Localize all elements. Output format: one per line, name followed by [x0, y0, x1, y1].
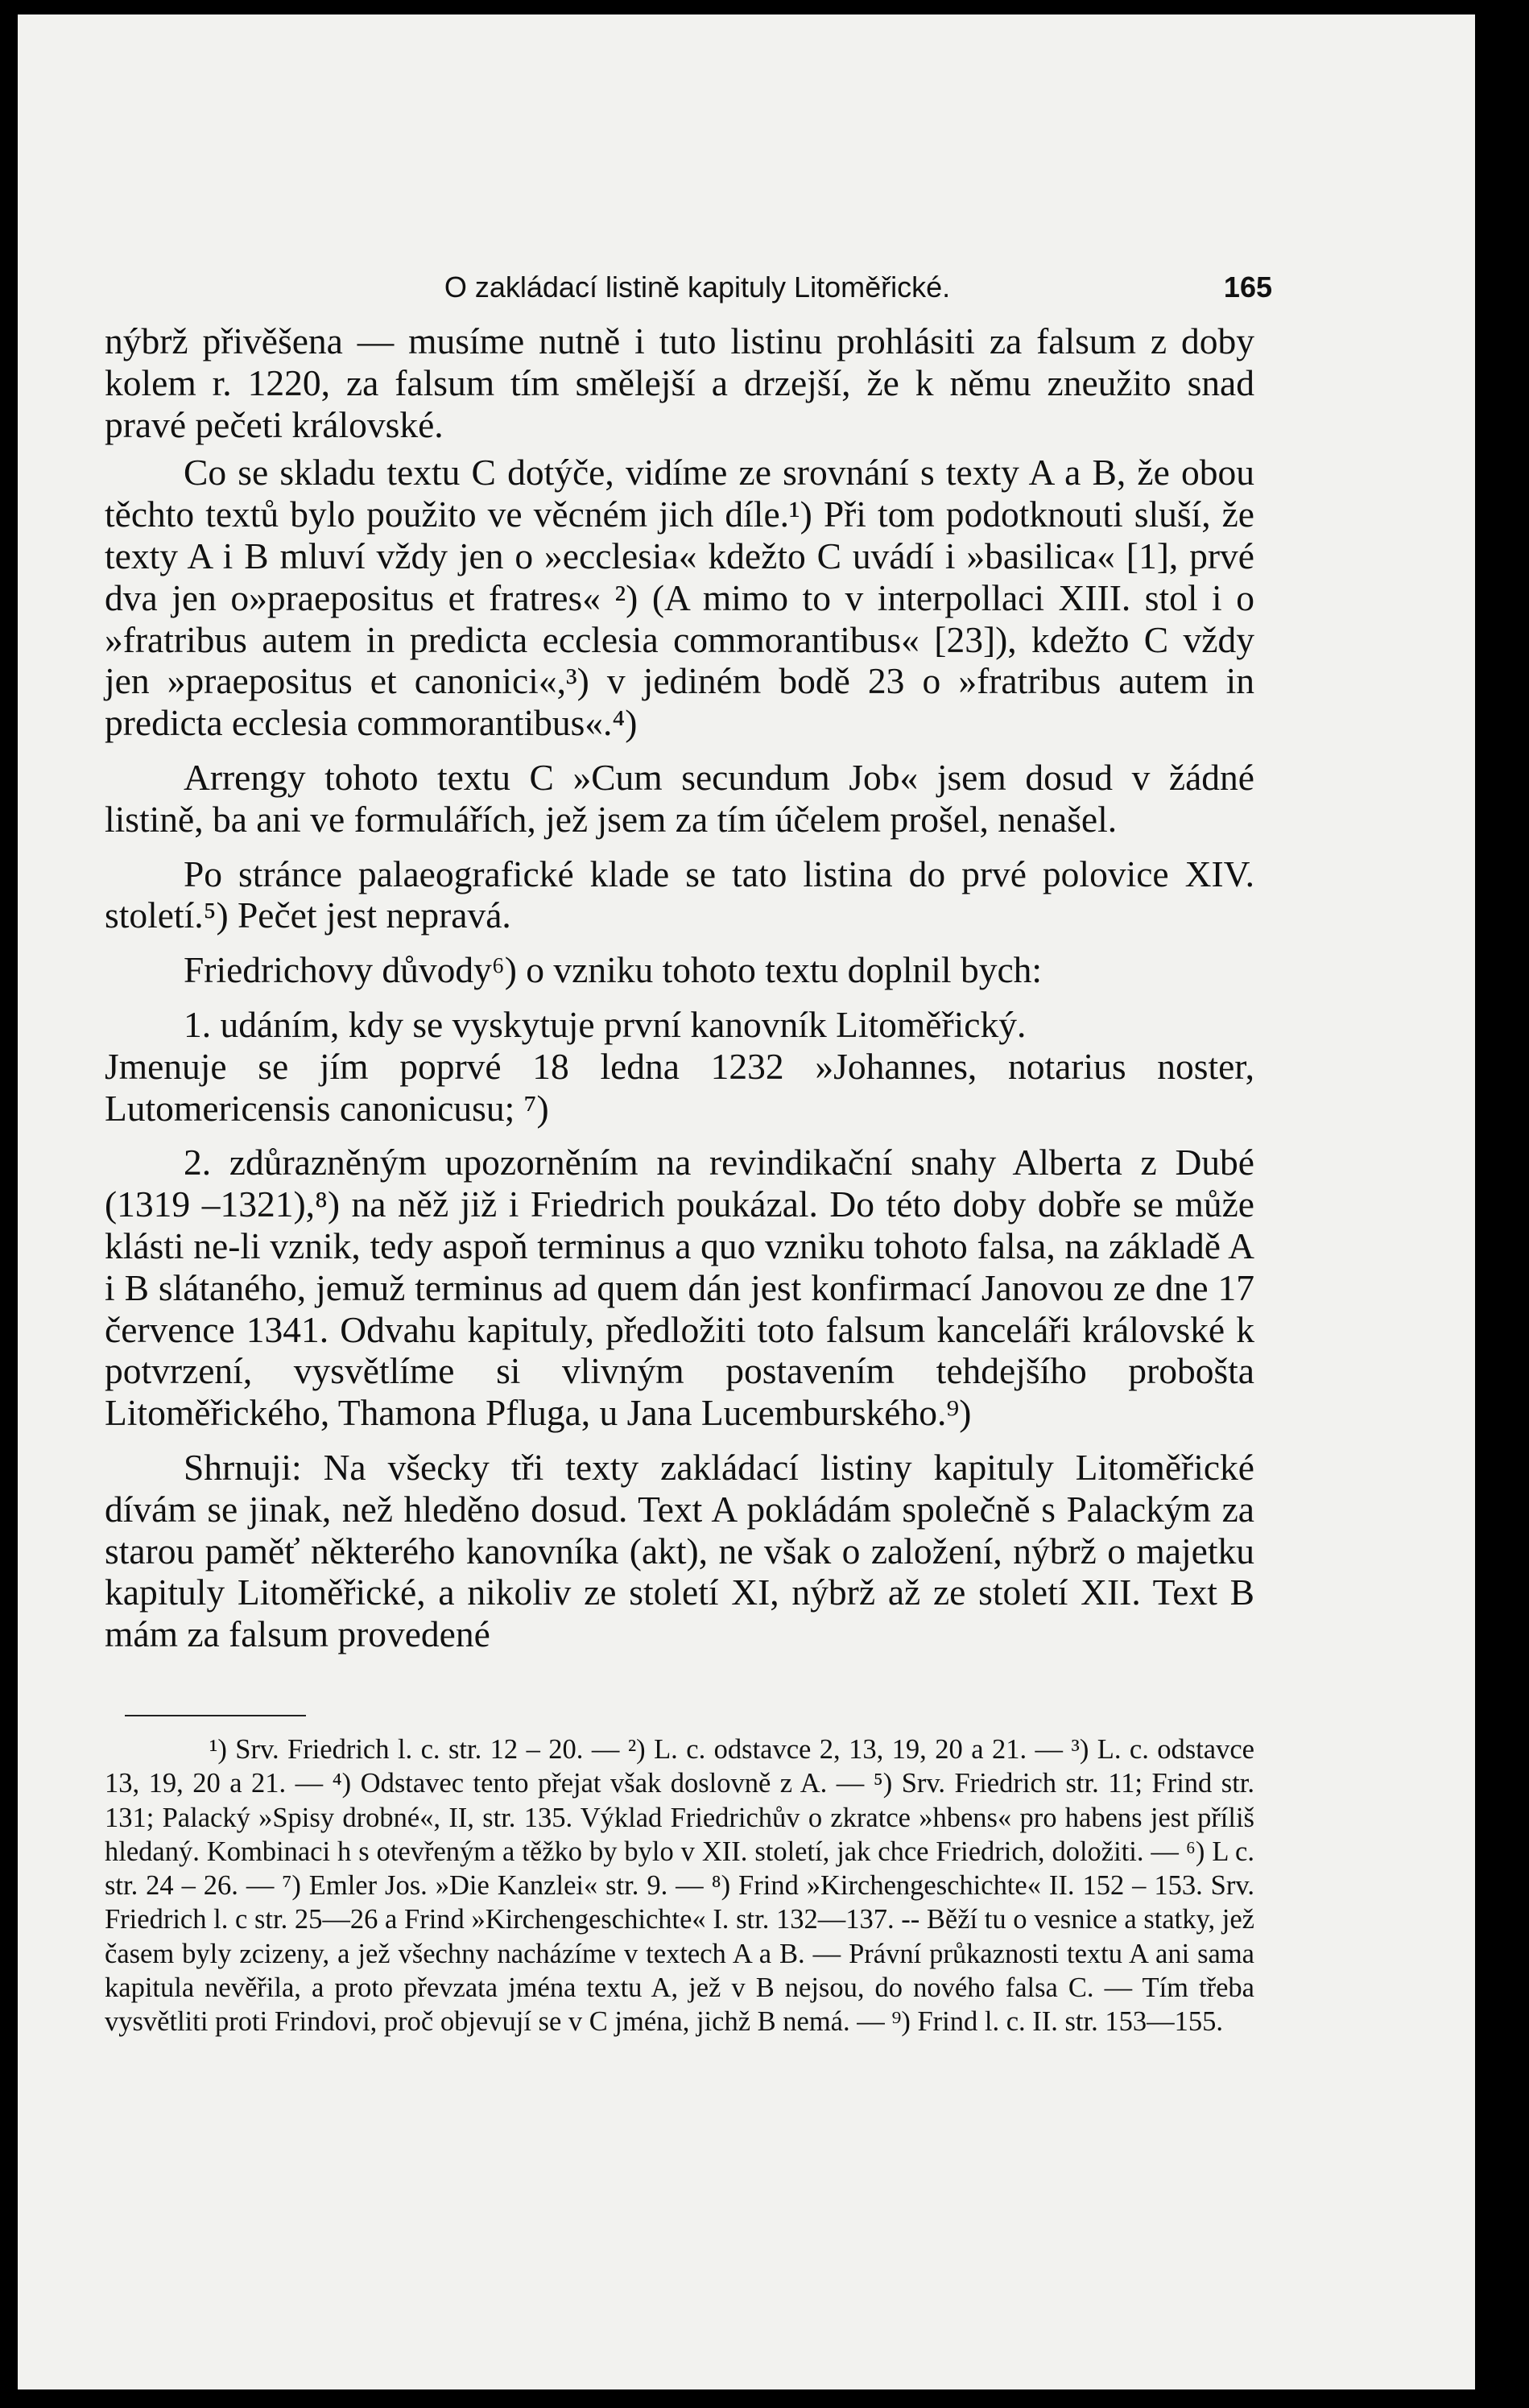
page-number: 165: [1223, 271, 1272, 304]
paragraph-friedrich-reasons: Friedrichovy důvody⁶) o vzniku tohoto textu doplnil bych:: [184, 949, 1043, 991]
paragraph-continuation: nýbrž přivěšena — musíme nutně i tuto listinu prohlásiti za falsum z doby kolem r. 1220, za falsum tím smělejší a drzejší, že k němu zneužito snad pravé pečeti královské.: [105, 320, 1254, 445]
main-text: [105, 320, 1254, 1668]
paragraph-palaeography: Po stránce palaeografické klade se tato listina do prvé polovice XIV. století.⁵) Pečet jest nepravá.: [105, 853, 1254, 936]
running-title: O zakládací listině kapituly Litoměřické.: [444, 271, 951, 304]
paragraph-point-one: 1. udáním, kdy se vyskytuje první kanovník Litoměřický.: [184, 1003, 1027, 1045]
running-header: [122, 271, 1272, 311]
footnote-divider: [125, 1715, 306, 1716]
paragraph-point-one-detail: Jmenuje se jím poprvé 18 ledna 1232 »Johannes, notarius noster, Lutomericensis canonicusu; ⁷): [105, 1045, 1254, 1129]
paragraph-text-c-composition: Co se skladu textu C dotýče, vidíme ze srovnání s texty A a B, že obou těchto textů bylo použito ve věcném jich díle.¹) Při tom podotknouti sluší, že texty A i B mluví vždy jen o »ecclesia« kdežto C uvádí i »basilica« [1], prvé dva jen o»praepositus et fratres« ²) (A mimo to v interpollaci XIII. stol i o »fratribus autem in predicta ecclesia commorantibus« [23]), kdežto C vždy jen »praepositus et canonici«,³) v jediném bodě 23 o »fratribus autem in predicta ecclesia commorantibus«.⁴): [105, 452, 1254, 744]
paragraph-summary: Shrnuji: Na všecky tři texty zakládací listiny kapituly Litoměřické dívám se jinak, než hleděno dosud. Text A pokládám společně s Palackým za starou paměť některého kanovníka (akt), ne však o založení, nýbrž o majetku kapituly Litoměřické, a nikoliv ze století XI, nýbrž až ze století XII. Text B mám za falsum provedené: [105, 1446, 1254, 1655]
paragraph-point-two: 2. zdůrazněným upozorněním na revindikační snahy Alberta z Dubé (1319 –1321),⁸) na něž již i Friedrich poukázal. Do této doby dobře se může klásti ne-li vznik, tedy aspoň terminus a quo vzniku tohoto falsa, na základě A i B slátaného, jemuž terminus ad quem dán jest konfirmací Janovou ze dne 17 července 1341. Odvahu kapituly, předložiti toto falsum kanceláři královské k potvrzení, vysvětlíme si vlivným postavením tehdejšího probošta Litoměřického, Thamona Pfluga, u Jana Lucemburského.⁹): [105, 1142, 1254, 1434]
paragraph-arrenga: Arrengy tohoto textu C »Cum secundum Job« jsem dosud v žádné listině, ba ani ve formulářích, jež jsem za tím účelem prošel, nenašel.: [105, 756, 1254, 840]
footnotes: ¹) Srv. Friedrich l. c. str. 12 – 20. — ²) L. c. odstavce 2, 13, 19, 20 a 21. — ³) L. c. odstavce 13, 19, 20 a 21. — ⁴) Odstavec tento přejat však doslovně z A. — ⁵) Srv. Friedrich str. 11; Frind str. 131; Palacký »Spisy drobné«, II, str. 135. Výklad Friedrichův o zkratce »hbens« pro habens jest příliš hledaný. Kombinaci h s otevřeným a těžko by bylo v XII. století, jak chce Friedrich, doložiti. — ⁶) L c. str. 24 – 26. — ⁷) Emler Jos. »Die Kanzlei« str. 9. — ⁸) Frind »Kirchengeschichte« II. 152 – 153. Srv. Friedrich l. c str. 25—26 a Frind »Kirchengeschichte« I. str. 132—137. -- Běží tu o vesnice a statky, jež časem byly zcizeny, a jež všechny nacházíme v textech A a B. — Právní průkaznosti textu A ani sama kapitula nevěřila, a proto převzata jména textu A, jež v B nejsou, do nového falsa C. — Tím třeba vysvětliti proti Frindovi, proč objevují se v C jména, jichž B nemá. — ⁹) Frind l. c. II. str. 153—155.: [105, 1734, 1254, 2038]
